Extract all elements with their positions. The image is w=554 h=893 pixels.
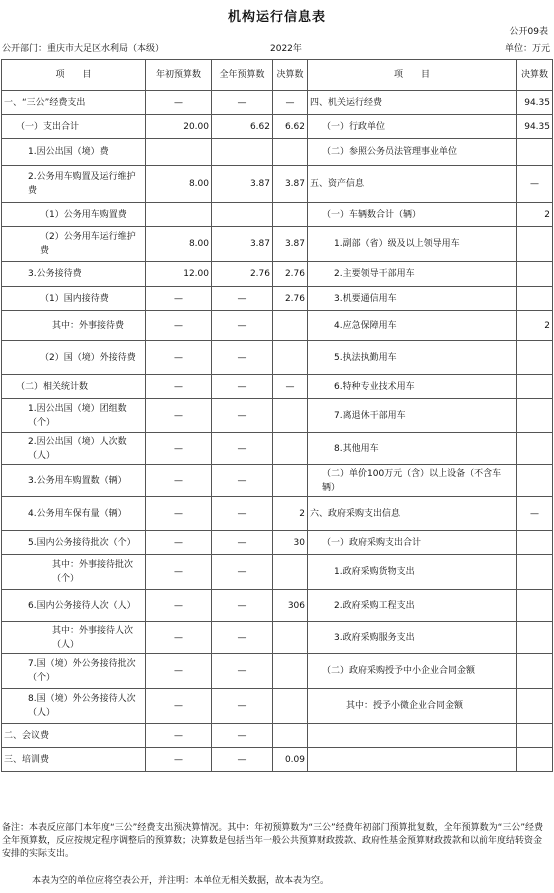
row-item-right-label: 6.特种专业技术用车 bbox=[308, 375, 517, 399]
table-code: 公开09表 bbox=[509, 27, 548, 37]
table-note: 备注：本表反应部门本年度“三公”经费支出预决算情况。其中：年初预算数为“三公”经费年初部门预算批复数，全年预算数为“三公”经费全年预算数，反应按规定程序调整后的预算数；决算数是包括当年一般公共预算财政拨款、政府性基金预算财政拨款和以前年度结转资金安排的实际支出。 bbox=[2, 823, 543, 859]
row-item-right-label: （二）单价100万元（含）以上设备（不含车辆） bbox=[308, 465, 517, 497]
row-item-right-label: （一）政府采购支出合计 bbox=[308, 531, 517, 555]
row-item-right-label: 3.机要通信用车 bbox=[308, 287, 517, 311]
table-row bbox=[2, 262, 553, 287]
row-item-label: 其中：外事接待批次（个） bbox=[2, 555, 146, 590]
row-budget-full bbox=[212, 139, 273, 166]
row-budget-initial: — bbox=[146, 287, 212, 311]
table-row bbox=[2, 531, 553, 555]
row-final bbox=[273, 724, 308, 748]
row-final-right bbox=[517, 139, 553, 166]
row-item-right-label: 六、政府采购支出信息 bbox=[308, 497, 517, 531]
row-final-right bbox=[517, 654, 553, 689]
row-item-right-label: 1.副部（省）级及以上领导用车 bbox=[308, 227, 517, 262]
row-final bbox=[273, 139, 308, 166]
table-row bbox=[2, 91, 553, 115]
row-budget-initial bbox=[146, 203, 212, 227]
table-row bbox=[2, 622, 553, 654]
table-row bbox=[2, 433, 553, 465]
row-final-right: — bbox=[517, 497, 553, 531]
row-final bbox=[273, 622, 308, 654]
row-final: 2.76 bbox=[273, 287, 308, 311]
row-final-right bbox=[517, 375, 553, 399]
row-item-right-label: 4.应急保障用车 bbox=[308, 311, 517, 341]
row-item-right-label: 5.执法执勤用车 bbox=[308, 341, 517, 375]
row-final bbox=[273, 654, 308, 689]
row-item-label: 8.国（境）外公务接待人次（人） bbox=[2, 689, 146, 724]
row-budget-full: — bbox=[212, 311, 273, 341]
row-final: 3.87 bbox=[273, 227, 308, 262]
table-row bbox=[2, 115, 553, 139]
table-title: 机构运行信息表 bbox=[227, 10, 326, 25]
row-budget-initial: — bbox=[146, 590, 212, 622]
row-budget-initial: — bbox=[146, 531, 212, 555]
row-final: — bbox=[273, 375, 308, 399]
row-final-right: 94.35 bbox=[517, 115, 553, 139]
row-budget-initial: — bbox=[146, 341, 212, 375]
row-budget-full: — bbox=[212, 531, 273, 555]
row-item-label: （1）国内接待费 bbox=[2, 287, 146, 311]
row-budget-full: 3.87 bbox=[212, 166, 273, 203]
row-final: 30 bbox=[273, 531, 308, 555]
table-header-row bbox=[2, 60, 553, 91]
row-item-label: 一、“三公”经费支出 bbox=[2, 91, 146, 115]
table-row bbox=[2, 287, 553, 311]
row-final bbox=[273, 341, 308, 375]
row-budget-initial: 20.00 bbox=[146, 115, 212, 139]
row-item-label: 7.国（境）外公务接待批次（个） bbox=[2, 654, 146, 689]
year-label: 2022年 bbox=[270, 44, 302, 54]
row-budget-full: — bbox=[212, 748, 273, 772]
row-item-label: （2）公务用车运行维护费 bbox=[2, 227, 146, 262]
row-final bbox=[273, 399, 308, 433]
row-item-right-label: （二）政府采购授予中小企业合同金额 bbox=[308, 654, 517, 689]
row-item-right-label: 8.其他用车 bbox=[308, 433, 517, 465]
row-item-label: 2.公务用车购置及运行维护费 bbox=[2, 166, 146, 203]
row-item-right-label: （一）车辆数合计（辆） bbox=[308, 203, 517, 227]
table-row bbox=[2, 139, 553, 166]
table-row bbox=[2, 590, 553, 622]
row-item-label: 3.公务用车购置数（辆） bbox=[2, 465, 146, 497]
row-item-right-label: 7.离退休干部用车 bbox=[308, 399, 517, 433]
unit-label: 单位：万元 bbox=[504, 44, 550, 54]
row-budget-full: — bbox=[212, 375, 273, 399]
row-final-right bbox=[517, 433, 553, 465]
row-item-label: 三、培训费 bbox=[2, 748, 146, 772]
header-final-right: 决算数 bbox=[517, 60, 553, 91]
row-final bbox=[273, 465, 308, 497]
row-final bbox=[273, 555, 308, 590]
row-final bbox=[273, 689, 308, 724]
header-item: 项 目 bbox=[2, 60, 146, 91]
table-footer-note: 本表为空的单位应将空表公开，并注明：本单位无相关数据，故本表为空。 bbox=[32, 876, 330, 886]
row-budget-full: — bbox=[212, 724, 273, 748]
row-budget-full: 3.87 bbox=[212, 227, 273, 262]
row-final-right bbox=[517, 399, 553, 433]
table-row bbox=[2, 203, 553, 227]
row-item-label: 2.因公出国（境）人次数（人） bbox=[2, 433, 146, 465]
row-item-label: （二）相关统计数 bbox=[2, 375, 146, 399]
row-budget-initial: — bbox=[146, 399, 212, 433]
row-final-right: 94.35 bbox=[517, 91, 553, 115]
row-budget-initial: — bbox=[146, 748, 212, 772]
row-budget-initial: — bbox=[146, 724, 212, 748]
row-final: 2.76 bbox=[273, 262, 308, 287]
row-item-label: （一）支出合计 bbox=[2, 115, 146, 139]
row-item-right-label: 五、资产信息 bbox=[308, 166, 517, 203]
row-item-label: 其中：外事接待人次（人） bbox=[2, 622, 146, 654]
table-row bbox=[2, 341, 553, 375]
row-budget-full: — bbox=[212, 341, 273, 375]
row-budget-full: — bbox=[212, 590, 273, 622]
row-final-right bbox=[517, 531, 553, 555]
department-label: 公开部门：重庆市大足区水利局（本级） bbox=[2, 44, 165, 54]
row-item-label: （2）国（境）外接待费 bbox=[2, 341, 146, 375]
row-item-right-label: 1.政府采购货物支出 bbox=[308, 555, 517, 590]
table-row bbox=[2, 689, 553, 724]
row-item-right-label: 3.政府采购服务支出 bbox=[308, 622, 517, 654]
row-budget-initial: — bbox=[146, 375, 212, 399]
row-final-right bbox=[517, 262, 553, 287]
table-row bbox=[2, 375, 553, 399]
row-final-right bbox=[517, 724, 553, 748]
row-final-right bbox=[517, 227, 553, 262]
row-item-label: 6.国内公务接待人次（人） bbox=[2, 590, 146, 622]
row-final: 6.62 bbox=[273, 115, 308, 139]
row-budget-full: — bbox=[212, 622, 273, 654]
table-row bbox=[2, 166, 553, 203]
row-budget-initial: — bbox=[146, 91, 212, 115]
table-row bbox=[2, 399, 553, 433]
row-budget-initial: — bbox=[146, 465, 212, 497]
row-final: — bbox=[273, 91, 308, 115]
row-final-right bbox=[517, 689, 553, 724]
row-final-right bbox=[517, 555, 553, 590]
row-item-label: 1.因公出国（境）费 bbox=[2, 139, 146, 166]
row-item-label: 其中：外事接待费 bbox=[2, 311, 146, 341]
row-budget-full: 2.76 bbox=[212, 262, 273, 287]
table-row bbox=[2, 227, 553, 262]
row-final bbox=[273, 203, 308, 227]
row-item-right-label: 2.主要领导干部用车 bbox=[308, 262, 517, 287]
row-budget-full: — bbox=[212, 689, 273, 724]
row-budget-full: — bbox=[212, 555, 273, 590]
row-budget-initial: 8.00 bbox=[146, 166, 212, 203]
row-budget-initial: — bbox=[146, 622, 212, 654]
row-budget-initial: — bbox=[146, 654, 212, 689]
row-budget-initial: — bbox=[146, 311, 212, 341]
row-final-right: — bbox=[517, 166, 553, 203]
row-item-label: 4.公务用车保有量（辆） bbox=[2, 497, 146, 531]
row-item-right-label: （二）参照公务员法管理事业单位 bbox=[308, 139, 517, 166]
row-item-label: 1.因公出国（境）团组数（个） bbox=[2, 399, 146, 433]
row-budget-full: 6.62 bbox=[212, 115, 273, 139]
row-budget-initial: — bbox=[146, 689, 212, 724]
row-budget-initial: 12.00 bbox=[146, 262, 212, 287]
row-item-right-label: （一）行政单位 bbox=[308, 115, 517, 139]
table-row bbox=[2, 311, 553, 341]
row-item-right-label: 2.政府采购工程支出 bbox=[308, 590, 517, 622]
row-budget-full: — bbox=[212, 654, 273, 689]
row-final bbox=[273, 433, 308, 465]
row-item-right-label: 四、机关运行经费 bbox=[308, 91, 517, 115]
row-budget-initial: — bbox=[146, 497, 212, 531]
table-row bbox=[2, 465, 553, 497]
header-budget-initial: 年初预算数 bbox=[146, 60, 212, 91]
row-budget-full bbox=[212, 203, 273, 227]
row-final: 2 bbox=[273, 497, 308, 531]
header-budget-full: 全年预算数 bbox=[212, 60, 273, 91]
row-budget-initial bbox=[146, 139, 212, 166]
row-budget-full: — bbox=[212, 497, 273, 531]
row-budget-full: — bbox=[212, 433, 273, 465]
row-final-right bbox=[517, 287, 553, 311]
row-final-right bbox=[517, 341, 553, 375]
header-final: 决算数 bbox=[273, 60, 308, 91]
row-item-label: （1）公务用车购置费 bbox=[2, 203, 146, 227]
row-budget-full: — bbox=[212, 465, 273, 497]
row-final bbox=[273, 311, 308, 341]
row-final: 0.09 bbox=[273, 748, 308, 772]
table-row bbox=[2, 654, 553, 689]
row-budget-full: — bbox=[212, 91, 273, 115]
row-budget-full: — bbox=[212, 287, 273, 311]
table-row bbox=[2, 555, 553, 590]
row-final-right bbox=[517, 622, 553, 654]
row-item-label: 3.公务接待费 bbox=[2, 262, 146, 287]
table-row bbox=[2, 724, 553, 748]
row-item-right-label: 其中：授予小微企业合同金额 bbox=[308, 689, 517, 724]
row-budget-initial: 8.00 bbox=[146, 227, 212, 262]
row-final: 306 bbox=[273, 590, 308, 622]
row-final-right bbox=[517, 590, 553, 622]
row-budget-full: — bbox=[212, 399, 273, 433]
row-budget-initial: — bbox=[146, 433, 212, 465]
row-final-right bbox=[517, 748, 553, 772]
row-item-right-label bbox=[308, 748, 517, 772]
row-final-right: 2 bbox=[517, 311, 553, 341]
row-item-label: 二、会议费 bbox=[2, 724, 146, 748]
row-final-right bbox=[517, 465, 553, 497]
row-final-right: 2 bbox=[517, 203, 553, 227]
operation-info-table bbox=[1, 59, 553, 772]
row-final: 3.87 bbox=[273, 166, 308, 203]
table-row bbox=[2, 748, 553, 772]
header-item-right: 项 目 bbox=[308, 60, 517, 91]
row-item-label: 5.国内公务接待批次（个） bbox=[2, 531, 146, 555]
row-budget-initial: — bbox=[146, 555, 212, 590]
table-row bbox=[2, 497, 553, 531]
row-item-right-label bbox=[308, 724, 517, 748]
